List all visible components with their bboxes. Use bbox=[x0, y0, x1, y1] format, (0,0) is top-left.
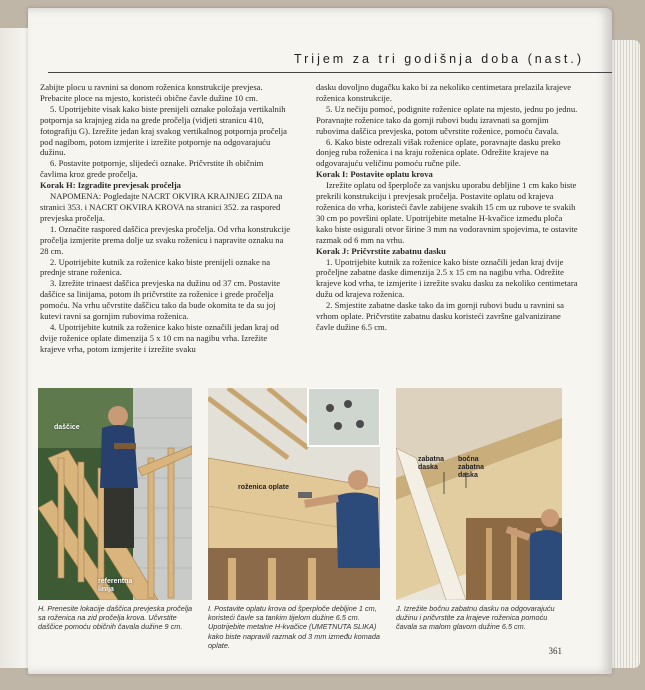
paragraph: 5. Uz nečiju pomoć, podignite roženice oplate na mjesto, jednu po jednu. Poravnajte roženice tako da gornji rubovi budu izravnati sa gornjim rubovima daščica prevjeska, potom učvrstite roženice, pomoću čavala. bbox=[316, 103, 578, 136]
header-rule bbox=[48, 72, 612, 73]
step-heading: Korak H: Izgradite prevjesak pročelja bbox=[40, 180, 181, 191]
photo-h-image bbox=[38, 388, 192, 600]
photo-j bbox=[396, 388, 562, 600]
left-text-column bbox=[40, 82, 292, 355]
paragraph: 4. Upotrijebite kutnik za roženice kako biste označili jedan kraj od dvije roženice oplate dimenzija 5 x 10 cm na nagibu vrha. Izrežite krajeve vrha, potom izmjerite i izrežite svaku bbox=[40, 321, 279, 354]
step-heading: Korak I: Postavite oplatu krova bbox=[316, 169, 433, 180]
note-paragraph: NAPOMENA: Pogledajte NACRT OKVIRA KRAJNJEG ZIDA na stranici 353. i NACRT OKVIRA KROVA na stranici 352. za raspored prevjeska pročelja. bbox=[40, 191, 283, 223]
caption-i: I. Postavite oplatu krova od šperploče debljine 1 cm, koristeći čavle sa tankim tijelom dužine 6.5 cm. Upotrijebite metalne H-kvačice (UMETNUTA SLIKA) kako biste napravili razmak od 3 mm između komada oplate. bbox=[208, 604, 380, 650]
paragraph: 6. Kako biste odrezali višak roženice oplate, poravnajte dasku preko donjeg ruba roženica i na kraju roženica oplate. Odrežite krajeve na odgovarajuću veličinu pomoću ručne pile. bbox=[316, 136, 561, 169]
page-number: 361 bbox=[548, 646, 562, 656]
right-text-column bbox=[316, 82, 578, 333]
paragraph: 1. Označite raspored daščica prevjeska pročelja. Od vrha konstrukcije pročelja izmjerite prema dolje uz svaku roženicu i napravite oznaku na 28 cm. bbox=[40, 223, 291, 256]
book-page bbox=[28, 8, 612, 674]
paragraph: Zabijte plocu u ravnini sa donom roženica konstrukcije prevjesa. Prebacite ploce na mjesto, koristeći obične čavle dužine 10 cm. bbox=[40, 82, 263, 103]
label-rozenica-oplate: roženica oplate bbox=[238, 484, 289, 491]
step-heading: Korak J: Pričvrstite zabatnu dasku bbox=[316, 245, 446, 256]
photo-i-image bbox=[208, 388, 380, 600]
paragraph: 1. Upotrijebite kutnik za roženice kako biste označili jedan kraj dvije pročeljne zabatne daske dimenzija 2.5 x 15 cm na nagibu vrha. Odrežite krajeve kod vrha, te izmjerite i izrežite svaku dasku za nekoliko centimetara dužu od krajeva roženica. bbox=[316, 256, 578, 300]
paragraph: 5. Upotrijebite visak kako biste prenijeli oznake položaja vertikalnih potpornja sa krajnjeg zida na grede pročelja (vidjeti stranicu 410, fotografiju G). Izrežite jedan kraj svakog vertikalnog potpornja pročelja pod nagibom, potom izmjerite i izrežite potpornje na odgovarajuću dužinu. bbox=[40, 103, 287, 158]
photo-h bbox=[38, 388, 192, 600]
paragraph: 3. Izrežite trinaest daščica prevjeska na dužinu od 37 cm. Postavite daščice sa linijama, potom ih pričvrstite za roženice i grede pročelja pomoću. Na vrhu učvrstite daščicu tako da bude okomita te da su joj kutevi ravni sa gornjim rubovima roženica. bbox=[40, 278, 281, 322]
paragraph: dasku dovoljno dugačku kako bi za nekoliko centimetara prelazila krajeve roženica konstrukcije. bbox=[316, 82, 572, 103]
label-bocna-zabatna-daska: bočna zabatna daska bbox=[458, 456, 485, 479]
paragraph: 6. Postavite potpornje, slijedeći oznake. Pričvrstite ih običnim čavlima kroz grede pročelja. bbox=[40, 158, 264, 180]
paragraph: Izrežite oplatu od šperploče za vanjsku uporabu debljine 1 cm kako biste prekrili konstrukciju i prevjesak pročelja. Postavite oplatu od krajeva roženica do vrha, koristeći čavle zabijene svakih 15 cm uz rubove te svakih 30 cm po površini oplate. Upotrijebite metalne H-kvačice između ploča kako biste osigurali otvor širine 3 mm na vodoravnim spojevima, te ostavite razmak od 6 mm na vrhu. bbox=[316, 180, 578, 245]
caption-j: J. Izrežite bočnu zabatnu dasku na odgovarajuću dužinu i pričvrstite za krajeve roženica pomoću čavala sa malom glavom dužine 6.5 cm. bbox=[396, 604, 555, 632]
paragraph: 2. Upotrijebite kutnik za roženice kako biste prenijeli oznake na prednje strane roženica. bbox=[40, 256, 271, 278]
label-zabatna-daska: zabatna daska bbox=[418, 456, 445, 471]
photo-i bbox=[208, 388, 380, 600]
photo-j-image bbox=[396, 388, 562, 600]
caption-h: H. Prenesite lokacije daščica prevjeska pročelja sa roženica na zid pročelja krova. Učvrstite daščice pomoću običnih čavala dužine 9 cm. bbox=[38, 604, 193, 632]
running-header: Trijem za tri godišnja doba (nast.) bbox=[293, 52, 584, 66]
label-dascice: daščice bbox=[54, 424, 80, 431]
paragraph: 2. Smjestite zabatne daske tako da im gornji rubovi budu u ravnini sa vrhom oplate. Pričvrstite zabatnu dasku koristeći završne galvanizirane čavle dužine 6.5 cm. bbox=[316, 300, 564, 332]
label-referentna-linija: referentna linija bbox=[98, 578, 133, 593]
